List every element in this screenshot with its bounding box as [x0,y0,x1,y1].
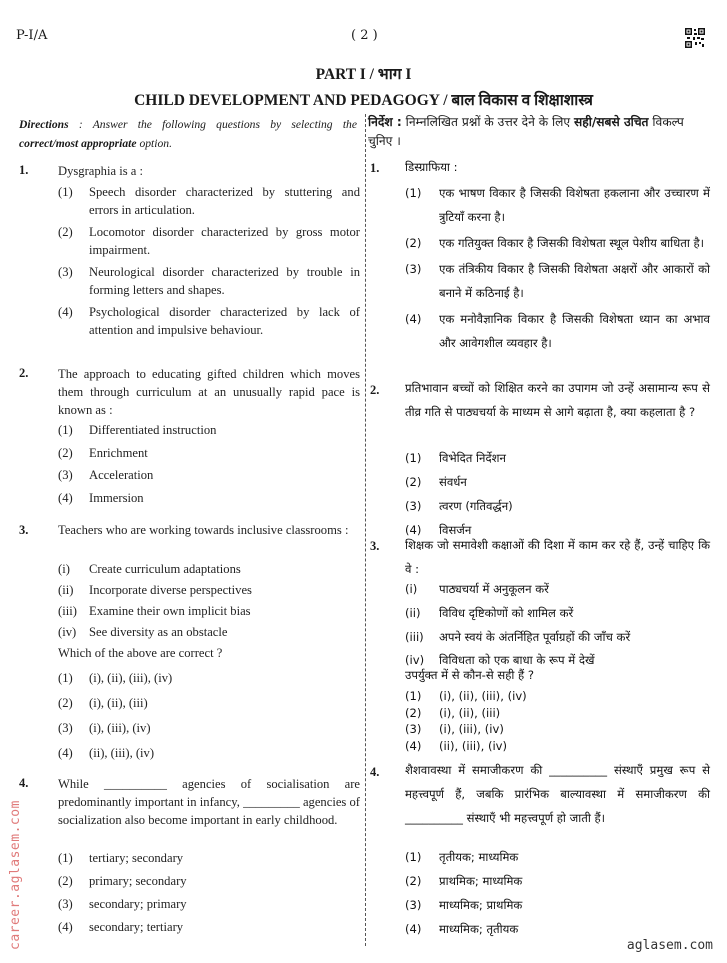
option-index: (3) [405,722,422,736]
directions-text: : Answer the following questions by selecting the [68,118,357,131]
question-stem: While __________ agencies of socialisation are predominantly important in infancy, _________ agencies of socialization also become important in early childhood. [58,777,360,827]
statement-index: (iii) [405,630,424,644]
directions-english [19,115,357,153]
option [58,303,360,339]
option-index: (2) [405,705,422,720]
directions-text: option. [136,137,172,150]
subject-title: CHILD DEVELOPMENT AND PEDAGOGY / बाल विकास व शिक्षाशास्त्र [134,92,593,109]
option-index: (3) [58,897,73,911]
statement-index: (i) [405,582,418,596]
statement [58,560,360,578]
option [58,263,360,299]
option-text: Enrichment [89,445,148,460]
statement-text: See diversity as an obstacle [89,625,228,639]
option [58,719,360,737]
option [58,183,360,219]
statement-text: पाठ्यचर्या में अनुकूलन करें [439,582,549,596]
option-index: (2) [58,696,73,710]
option-index: (4) [405,922,422,936]
option-text: त्वरण (गतिवर्द्धन) [439,499,513,513]
option [405,688,710,705]
options-list [58,669,360,762]
column-divider [365,114,366,946]
option-index: (1) [405,186,422,200]
option-text: विभेदित निर्देशन [439,451,506,465]
option-text: (i), (iii), (iv) [89,721,151,735]
statement [58,602,360,620]
question-number: 3. [370,539,380,553]
question-number: 3. [19,523,29,537]
option [58,669,360,687]
statement-text: Examine their own implicit bias [89,604,251,618]
statement-index: (ii) [405,606,421,620]
qr-code-icon [685,28,705,48]
option-index: (4) [58,920,73,934]
option-text: Differentiated instruction [89,423,217,437]
options-list [405,845,710,941]
option-text: Speech disorder characterized by stuttering and errors in articulation. [89,185,360,217]
option-index: (1) [405,451,422,465]
option-text: (i), (ii), (iii) [439,705,501,720]
option-text: एक मनोवैज्ञानिक विकार है जिसकी विशेषता ध्यान का अभाव और आवेगशील व्यवहार है। [439,312,710,350]
options-list [58,421,360,507]
option-text: Acceleration [89,468,154,482]
option-text: Psychological disorder characterized by lack of attention and impulsive behaviour. [89,305,360,337]
question-number: 2. [370,383,380,397]
option [405,869,710,893]
option [405,494,710,518]
option-index: (2) [58,874,73,888]
option-text: माध्यमिक; प्राथमिक [439,898,523,912]
option-index: (2) [405,475,422,489]
option-index: (3) [405,262,422,276]
option-index: (4) [58,490,73,505]
option-text: (i), (ii), (iii), (iv) [439,689,527,703]
option-index: (2) [58,445,73,460]
directions-emphasis: correct/most appropriate [19,137,137,150]
option-text: secondary; tertiary [89,920,184,934]
option-index: (4) [405,312,422,326]
question-stem: शैशवावस्था में समाजीकरण की __________ संस्थाएँ प्रमुख रूप से महत्त्वपूर्ण हैं, जबकि प्रारंभिक बाल्यावस्था में समाजीकरण की __________ संस्थाएँ भी महत्त्वपूर्ण हो जाती हैं। [405,763,710,825]
option-index: (1) [58,185,73,199]
option-text: एक तंत्रिकीय विकार है जिसकी विशेषता अक्षरों और आकारों को बनाने में कठिनाई है। [439,262,710,300]
directions-label: Directions [19,118,69,131]
question-stem: Dysgraphia is a : [58,164,143,178]
option [58,694,360,712]
option-text: primary; secondary [89,874,187,888]
option [405,307,710,355]
option [58,849,360,867]
option-text: संवर्धन [439,475,467,489]
option [405,845,710,869]
question-number: 1. [19,163,29,177]
question-number: 4. [19,776,29,790]
option [58,872,360,890]
option [405,257,710,305]
option [405,470,710,494]
option-index: (4) [405,738,422,753]
option-text: secondary; primary [89,897,187,911]
option-text: tertiary; secondary [89,851,184,865]
option-text: एक गतियुक्त विकार है जिसकी विशेषता स्थूल पेशीय बाधिता है। [439,236,705,250]
option-index: (3) [58,721,73,735]
options-list [405,446,710,542]
statement-text: विविधता को एक बाधा के रूप में देखें [439,653,595,667]
option-index: (3) [58,265,73,279]
question-stem: डिस्ग्राफिया : [405,160,458,174]
question-prompt: Which of the above are correct ? [58,646,223,660]
statements-list [58,560,360,662]
option-index: (2) [405,236,422,250]
option-index: (3) [405,499,422,513]
statements-list [405,577,710,671]
option [405,721,710,738]
option-text: (i), (iii), (iv) [439,722,504,736]
statement [405,577,710,601]
option [405,181,710,229]
paper-code: P-I/A [16,28,48,43]
option-text: तृतीयक; माध्यमिक [439,850,519,864]
option [58,744,360,762]
option-index: (4) [405,523,422,537]
statement-text: अपने स्वयं के अंतर्निहित पूर्वाग्रहों की जाँच करें [439,630,631,644]
option-index: (2) [405,874,422,888]
statement-text: विविध दृष्टिकोणों को शामिल करें [439,606,574,620]
option [58,421,360,439]
statement [405,601,710,625]
option-text: एक भाषण विकार है जिसकी विशेषता हकलाना और उच्चारण में त्रुटियाँ करना है। [439,186,710,224]
statement-index: (iii) [58,604,77,618]
statement-index: (iv) [58,625,77,639]
options-list [58,183,360,339]
option [58,466,360,484]
option-index: (1) [58,423,73,437]
watermark [8,770,28,950]
directions-label: निर्देश : [368,115,402,129]
statement-text: Incorporate diverse perspectives [89,583,252,597]
statement-index: (ii) [58,583,74,597]
option-text: प्राथमिक; माध्यमिक [439,874,523,888]
option-text: (ii), (iii), (iv) [89,746,155,760]
option-index: (4) [58,746,73,760]
option-text: (i), (ii), (iii), (iv) [89,671,173,685]
question-number: 1. [370,161,380,175]
option [58,444,360,462]
page-number: ( 2 ) [351,28,378,43]
option-text: माध्यमिक; तृतीयक [439,922,519,936]
option [405,893,710,917]
option-index: (3) [58,468,73,482]
option-index: (1) [405,689,422,703]
question-stem: शिक्षक जो समावेशी कक्षाओं की दिशा में काम कर रहे हैं, उन्हें चाहिए कि वे : [405,538,710,576]
option-text: विसर्जन [439,523,472,537]
option [58,918,360,936]
option [405,705,710,722]
statement-text: Create curriculum adaptations [89,562,241,576]
statement-index: (i) [58,562,70,576]
option-text: (ii), (iii), (iv) [439,738,508,753]
statement-index: (iv) [405,653,425,667]
question-stem: प्रतिभावान बच्चों को शिक्षित करने का उपागम जो उन्हें असामान्य रूप से तीव्र गति से पाठ्यचर्या के माध्यम से आगे बढ़ाता है, क्या कहलाता है ? [405,381,710,419]
option-index: (4) [58,305,73,319]
statement [58,623,360,641]
footer-link[interactable]: aglasem.com [626,938,713,953]
question-prompt: उपर्युक्त में से कौन-से सही हैं ? [405,668,535,682]
option-index: (1) [405,850,422,864]
question-number: 2. [19,366,29,380]
option [58,489,360,507]
option [58,895,360,913]
directions-hindi [368,113,708,151]
options-list [58,849,360,936]
option-index: (3) [405,898,422,912]
option [58,223,360,259]
options-list [405,181,710,355]
option [405,446,710,470]
question-number: 4. [370,765,380,779]
directions-emphasis: सही/सबसे उचित [573,115,649,129]
option [405,738,710,755]
option-text: Neurological disorder characterized by trouble in forming letters and shapes. [89,265,360,297]
option-text: Locomotor disorder characterized by gross motor impairment. [89,225,360,257]
watermark-text: career.aglasem.com [8,800,23,950]
option-text: Immersion [89,490,144,505]
statement [58,581,360,599]
question-stem: Teachers who are working towards inclusive classrooms : [58,523,349,537]
directions-text: निम्नलिखित प्रश्नों के उत्तर देने के लिए [401,115,574,129]
option [405,231,710,255]
option-index: (1) [58,851,73,865]
question-stem: The approach to educating gifted children which moves them through curriculum at an unusually rapid pace is known as : [58,367,360,417]
directions-text: विकल्प चुनिए । [368,115,684,148]
option-index: (1) [58,671,73,685]
statement [405,625,710,649]
options-list [405,688,710,754]
option-index: (2) [58,225,73,239]
part-title: PART I / भाग I [315,66,412,83]
option-text: (i), (ii), (iii) [89,696,148,710]
